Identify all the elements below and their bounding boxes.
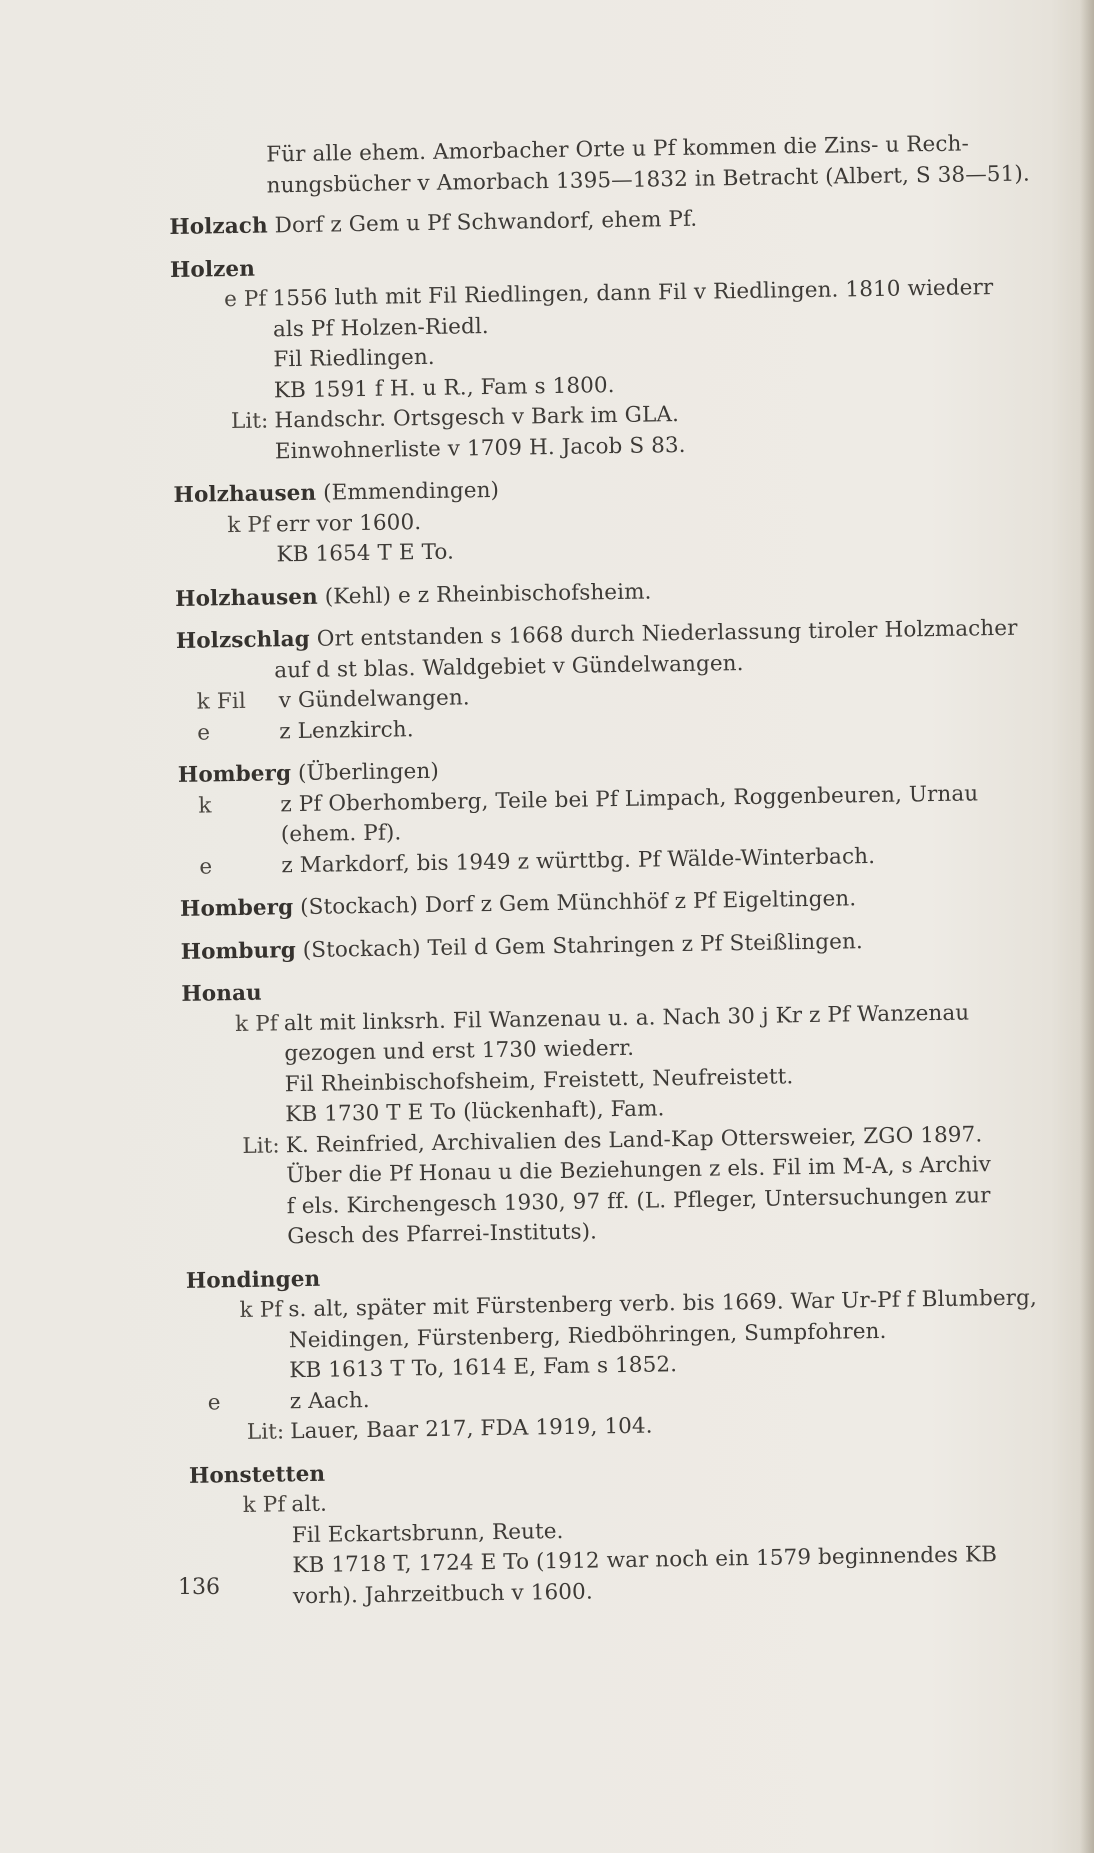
entry-row [182,996,1084,1132]
entry-holzhausen-kehl [175,570,1075,615]
text-line: KB 1718 T, 1724 E To (1912 war noch ein 1579 beginnendes KB [292,1542,998,1579]
entry-row [172,394,1073,469]
row-label: Lit: [242,1132,280,1159]
entry-row [186,1283,1087,1389]
entry-holzschlag [176,613,1078,749]
row-label: k Fil [196,688,247,715]
entry-text: (Kehl) e z Rheinbischofsheim. [324,578,652,610]
entry-row [170,272,1072,408]
entry-heading: Holzach [169,213,268,240]
entry-row [184,1118,1086,1254]
row-label: k Pf [227,511,271,538]
entry-qualifier: (Emmendingen) [322,477,500,506]
page-content [168,128,1091,1626]
entry-row [189,1478,1091,1614]
entry-heading: Honau [181,980,262,1007]
row-text [286,1118,1086,1253]
entry-heading: Holzen [169,256,256,283]
entry-holzen [170,241,1073,469]
entry-heading: Homberg [177,761,292,788]
entry-heading: Holzhausen [174,584,318,612]
entry-heading: Hondingen [185,1266,321,1294]
text-line: gezogen und erst 1730 wiederr. [284,1035,635,1067]
row-text: Lauer, Baar 217, FDA 1919, 104. [290,1413,653,1445]
row-label: e Pf [223,286,267,313]
text-line: K. Reinfried, Archivalien des Land-Kap Ottersweier, ZGO 1897. [285,1121,983,1158]
text-line: Neidingen, Fürstenberg, Riedböhringen, Sumpfohren. [288,1318,887,1353]
text-line: alt mit linksrh. Fil Wanzenau u. a. Nach 30 j Kr z Pf Wanzenau [283,1000,970,1036]
entry-text: (Stockach) Teil d Gem Stahringen z Pf Steißlingen. [302,928,864,963]
entry-heading: Holzhausen [173,480,317,508]
text-line: Einwohnerliste v 1709 H. Jacob S 83. [274,432,686,464]
entry-homburg [180,923,1080,968]
text-line: 1556 luth mit Fil Riedlingen, dann Fil v Riedlingen. 1810 wiederr [272,275,994,312]
entry-holzhausen-emmendingen [173,467,1074,573]
row-text: z Lenzkirch. [279,716,414,744]
row-label: k [198,792,212,819]
text-line: s. alt, später mit Fürstenberg verb. bis 1669. War Ur-Pf f Blumberg, [288,1285,1038,1323]
text-line: (ehem. Pf). [280,820,402,848]
text-line: alt. [291,1491,328,1518]
row-text [274,394,1073,468]
entry-qualifier: (Überlingen) [297,758,440,787]
row-text [288,1283,1087,1387]
entry-heading: Homberg [179,895,294,922]
row-text [276,497,1075,571]
intro-line: Für alle ehem. Amorbacher Orte u Pf kommen die Zins- u Rech- [266,131,970,168]
entry-continuation: auf d st blas. Waldgebiet v Gündelwangen. [274,650,744,683]
row-text [272,272,1072,407]
text-line: KB 1730 T E To (lückenhaft), Fam. [285,1096,665,1128]
row-text: z Markdorf, bis 1949 z württbg. Pf Wälde-Winterbach. [281,843,876,878]
entry-heading: Holzschlag [175,626,311,654]
entry-text: (Stockach) Dorf z Gem Münchhöf z Pf Eigeltingen. [299,886,857,921]
row-label: Lit: [246,1419,285,1445]
row-label: e [207,1389,221,1416]
text-line: KB 1613 T To, 1614 E, Fam s 1852. [289,1352,678,1384]
text-line: Über die Pf Honau u die Beziehungen z els. Fil im M-A, s Archiv [286,1152,992,1189]
text-line: Handschr. Ortsgesch v Bark im GLA. [274,402,680,434]
row-text [284,996,1084,1131]
row-label: k Pf [239,1297,283,1324]
text-line: Fil Riedlingen. [273,344,435,373]
entry-holzach [169,199,1069,244]
text-line: KB 1654 T E To. [276,539,455,568]
intro-line: nungsbücher v Amorbach 1395—1832 in Betracht (Albert, S 38—51). [266,160,1030,198]
row-label: e [199,853,213,880]
row-label: e [197,719,211,746]
row-label: Lit: [230,408,269,435]
text-line: KB 1591 f H. u R., Fam s 1800. [273,372,615,403]
text-line: Gesch des Pfarrei-Instituts). [287,1219,598,1250]
text-line: vorh). Jahrzeitbuch v 1600. [292,1579,593,1609]
row-text: z Aach. [289,1387,370,1414]
text-line: als Pf Holzen-Riedl. [272,313,489,342]
entry-text: Ort entstanden s 1668 durch Niederlassung tiroler Holzmacher [316,615,1018,652]
intro-paragraph [168,128,1069,203]
text-line: err vor 1600. [275,509,422,537]
entry-honstetten [189,1447,1091,1614]
row-label: k Pf [242,1492,286,1518]
entry-homberg-ueberlingen [178,747,1080,883]
text-line: z Pf Oberhomberg, Teile bei Pf Limpach, Roggenbeuren, Urnau [280,780,979,817]
row-label: k Pf [234,1010,279,1037]
text-line: Fil Rheinbischofsheim, Freistett, Neufreistett. [284,1063,794,1097]
entry-text: Dorf z Gem u Pf Schwandorf, ehem Pf. [274,206,698,239]
row-text: v Gündelwangen. [278,685,470,714]
entry-heading: Homburg [180,937,297,965]
entry-row [174,497,1075,572]
text-line: Fil Eckartsbrunn, Reute. [291,1518,564,1548]
entry-honau [181,966,1085,1255]
page-number: 136 [178,1575,220,1600]
entry-heading: Honstetten [188,1461,326,1489]
entry-hondingen [186,1252,1089,1449]
row-text [291,1478,1091,1613]
entry-homberg-stockach [180,881,1080,926]
text-line: f els. Kirchengesch 1930, 97 ff. (L. Pfleger, Untersuchungen zur [286,1182,991,1219]
